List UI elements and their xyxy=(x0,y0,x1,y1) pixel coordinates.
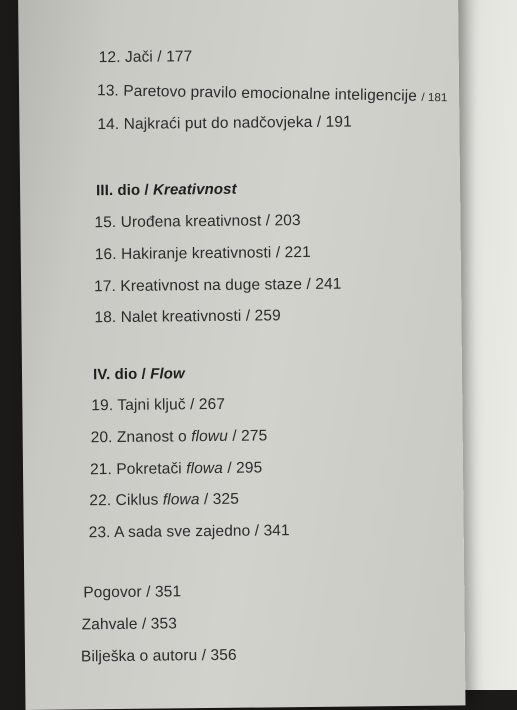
toc-entry-14: 14. Najkraći put do nadčovjeka / 191 xyxy=(97,113,352,134)
table-of-contents xyxy=(18,0,466,710)
toc-entry-20-pre: 20. Znanost o xyxy=(90,428,192,447)
part-4-heading xyxy=(93,365,185,383)
toc-entry-22-italic: flowa xyxy=(162,491,200,509)
toc-entry-16: 16. Hakiranje kreativnosti / 221 xyxy=(94,243,311,264)
book-page xyxy=(18,0,466,710)
toc-entry-18: 18. Nalet kreativnosti / 259 xyxy=(94,307,281,327)
toc-entry-20-page: / 275 xyxy=(227,427,268,445)
toc-pogovor: Pogovor / 351 xyxy=(83,583,182,602)
toc-entry-21 xyxy=(90,459,262,479)
toc-entry-23: 23. A sada sve zajedno / 341 xyxy=(88,522,290,542)
part-4-prefix: IV. dio / xyxy=(92,365,151,384)
part-4-title: Flow xyxy=(150,365,185,383)
toc-entry-13-page: / 181 xyxy=(421,91,448,105)
toc-entry-21-page: / 295 xyxy=(222,459,263,477)
toc-entry-22 xyxy=(89,491,239,511)
toc-entry-20-italic: flowu xyxy=(191,427,228,446)
part-3-heading xyxy=(96,181,237,199)
toc-entry-13 xyxy=(97,82,448,106)
toc-entry-21-italic: flowa xyxy=(186,459,223,478)
toc-entry-21-pre: 21. Pokretači xyxy=(89,460,187,479)
toc-entry-22-page: / 325 xyxy=(199,490,239,509)
toc-zahvale: Zahvale / 353 xyxy=(81,615,177,634)
toc-entry-13-title: 13. Paretovo pravilo emocionalne inteligencije xyxy=(96,82,418,105)
toc-entry-22-pre: 22. Ciklus xyxy=(89,491,163,510)
toc-entry-17: 17. Kreativnost na duge staze / 241 xyxy=(94,275,342,296)
part-3-title: Kreativnost xyxy=(152,180,237,199)
toc-entry-12: 12. Jači / 177 xyxy=(98,48,193,67)
toc-biljeska: Bilješka o autoru / 356 xyxy=(80,646,237,666)
toc-entry-15: 15. Urođena kreativnost / 203 xyxy=(94,212,301,232)
part-3-prefix: III. dio / xyxy=(96,181,154,200)
toc-entry-19: 19. Tajni ključ / 267 xyxy=(91,395,226,415)
toc-entry-20 xyxy=(91,427,268,447)
